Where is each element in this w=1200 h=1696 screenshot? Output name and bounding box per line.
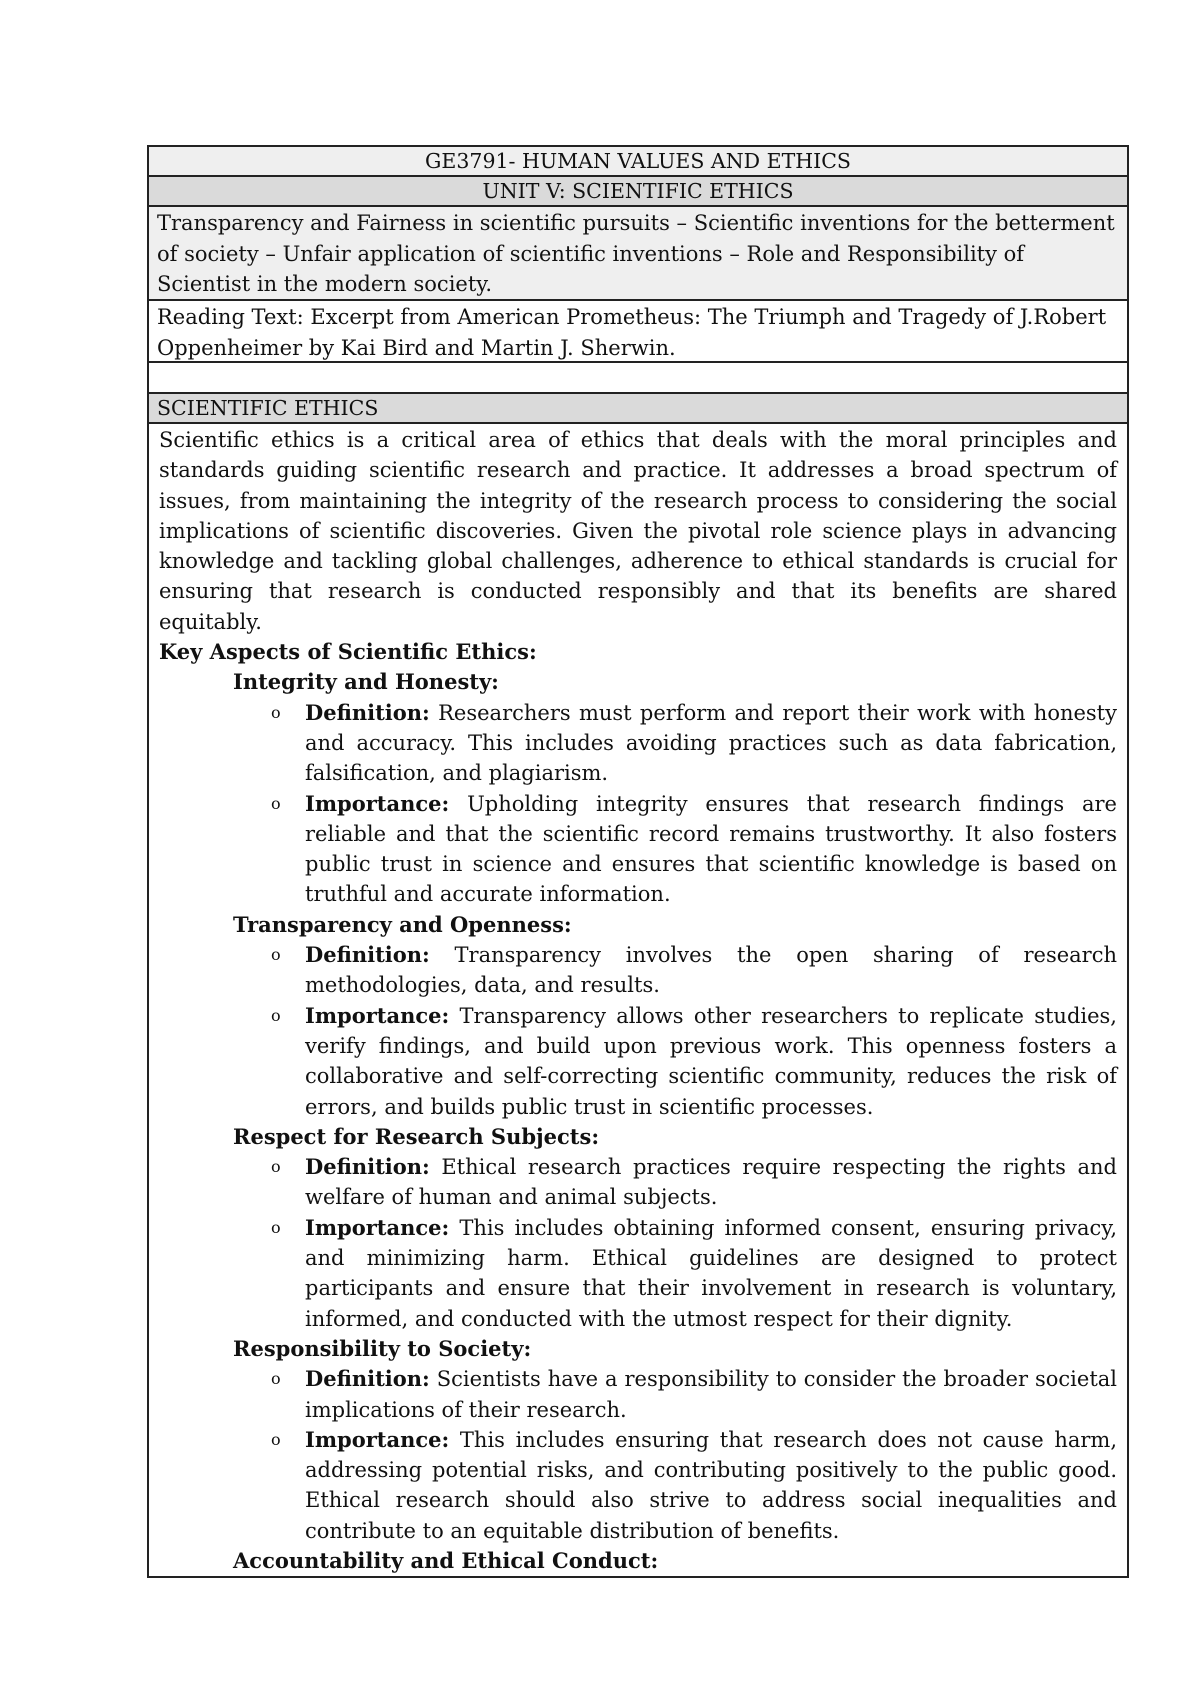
- unit-title: UNIT V: SCIENTIFIC ETHICS: [149, 177, 1127, 207]
- section-body: [149, 424, 1127, 1576]
- list-item: [159, 940, 1117, 1001]
- aspect-title: Integrity and Honesty:: [233, 669, 499, 695]
- list-item: [159, 1213, 1117, 1334]
- bullet-icon: o: [271, 945, 281, 965]
- list-item: [159, 698, 1117, 789]
- point-term: Definition:: [305, 1154, 430, 1180]
- point-text: This includes obtaining informed consent, ensuring privacy, and minimizing harm. Ethical guidelines are designed to protect participants and ensure that their involvement in research is voluntary, informed, and conducted with the utmost respect for their dignity.: [305, 1215, 1117, 1331]
- list-item: [159, 789, 1117, 910]
- point-term: Definition:: [305, 1366, 430, 1392]
- point-term: Importance:: [305, 790, 450, 816]
- aspect-transparency: [159, 910, 1117, 1122]
- reading-text: Reading Text: Excerpt from American Prometheus: The Triumph and Tragedy of J.Robert Oppenheimer by Kai Bird and Martin J. Sherwin.: [149, 301, 1127, 363]
- bullet-icon: o: [271, 1217, 281, 1237]
- point-text: Ethical research practices require respecting the rights and welfare of human and animal subjects.: [305, 1155, 1117, 1210]
- list-item: [159, 1364, 1117, 1425]
- document-table: [147, 145, 1129, 1578]
- bullet-icon: o: [271, 1369, 281, 1389]
- section-title: SCIENTIFIC ETHICS: [149, 394, 1127, 424]
- point-term: Importance:: [305, 1002, 450, 1028]
- aspect-title: Respect for Research Subjects:: [233, 1123, 600, 1149]
- aspect-title: Transparency and Openness:: [233, 911, 572, 937]
- aspect-responsibility: [159, 1334, 1117, 1546]
- course-title: GE3791- HUMAN VALUES AND ETHICS: [149, 147, 1127, 177]
- bullet-icon: o: [271, 1005, 281, 1025]
- aspect-integrity: [159, 667, 1117, 909]
- list-item: [159, 1152, 1117, 1213]
- point-text: Upholding integrity ensures that research findings are reliable and that the scientific record remains trustworthy. It also fosters public trust in science and ensures that scientific knowledge is based on truthful and accurate information.: [305, 791, 1117, 907]
- point-term: Importance:: [305, 1214, 450, 1240]
- point-text: Researchers must perform and report their work with honesty and accuracy. This includes avoiding practices such as data fabrication, falsification, and plagiarism.: [305, 700, 1117, 786]
- bullet-icon: o: [271, 1429, 281, 1449]
- aspect-respect: [159, 1122, 1117, 1334]
- point-text: This includes ensuring that research does not cause harm, addressing potential risks, and contributing positively to the public good. Ethical research should also strive to address social inequalities and contribute to an equitable distribution of benefits.: [305, 1427, 1117, 1543]
- list-item: [159, 1425, 1117, 1546]
- key-aspects-heading: Key Aspects of Scientific Ethics:: [159, 639, 537, 665]
- point-term: Definition:: [305, 942, 430, 968]
- bullet-icon: o: [271, 702, 281, 722]
- point-term: Definition:: [305, 699, 430, 725]
- intro-paragraph: Scientific ethics is a critical area of ethics that deals with the moral principles and standards guiding scientific research and practice. It addresses a broad spectrum of issues, from maintaining the integrity of the research process to considering the social implications of scientific discoveries. Given the pivotal role science plays in advancing knowledge and tackling global challenges, adherence to ethical standards is crucial for ensuring that research is conducted responsibly and that its benefits are shared equitably.: [159, 428, 1117, 634]
- list-item: [159, 1001, 1117, 1122]
- point-text: Transparency allows other researchers to replicate studies, verify findings, and build upon previous work. This openness fosters a collaborative and self-correcting scientific community, reduces the risk of errors, and builds public trust in scientific processes.: [305, 1003, 1117, 1119]
- aspect-title: Responsibility to Society:: [233, 1335, 532, 1361]
- point-term: Importance:: [305, 1426, 450, 1452]
- point-text: Transparency involves the open sharing of research methodologies, data, and results.: [305, 943, 1117, 998]
- bullet-icon: o: [271, 793, 281, 813]
- point-text: Scientists have a responsibility to consider the broader societal implications of their research.: [305, 1367, 1117, 1422]
- aspect-title-accountability: Accountability and Ethical Conduct:: [233, 1547, 659, 1573]
- bullet-icon: o: [271, 1157, 281, 1177]
- unit-topics: Transparency and Fairness in scientific pursuits – Scientific inventions for the betterment of society – Unfair application of scientific inventions – Role and Responsibility of Scientist in the modern society.: [149, 207, 1127, 301]
- blank-row: [149, 363, 1127, 394]
